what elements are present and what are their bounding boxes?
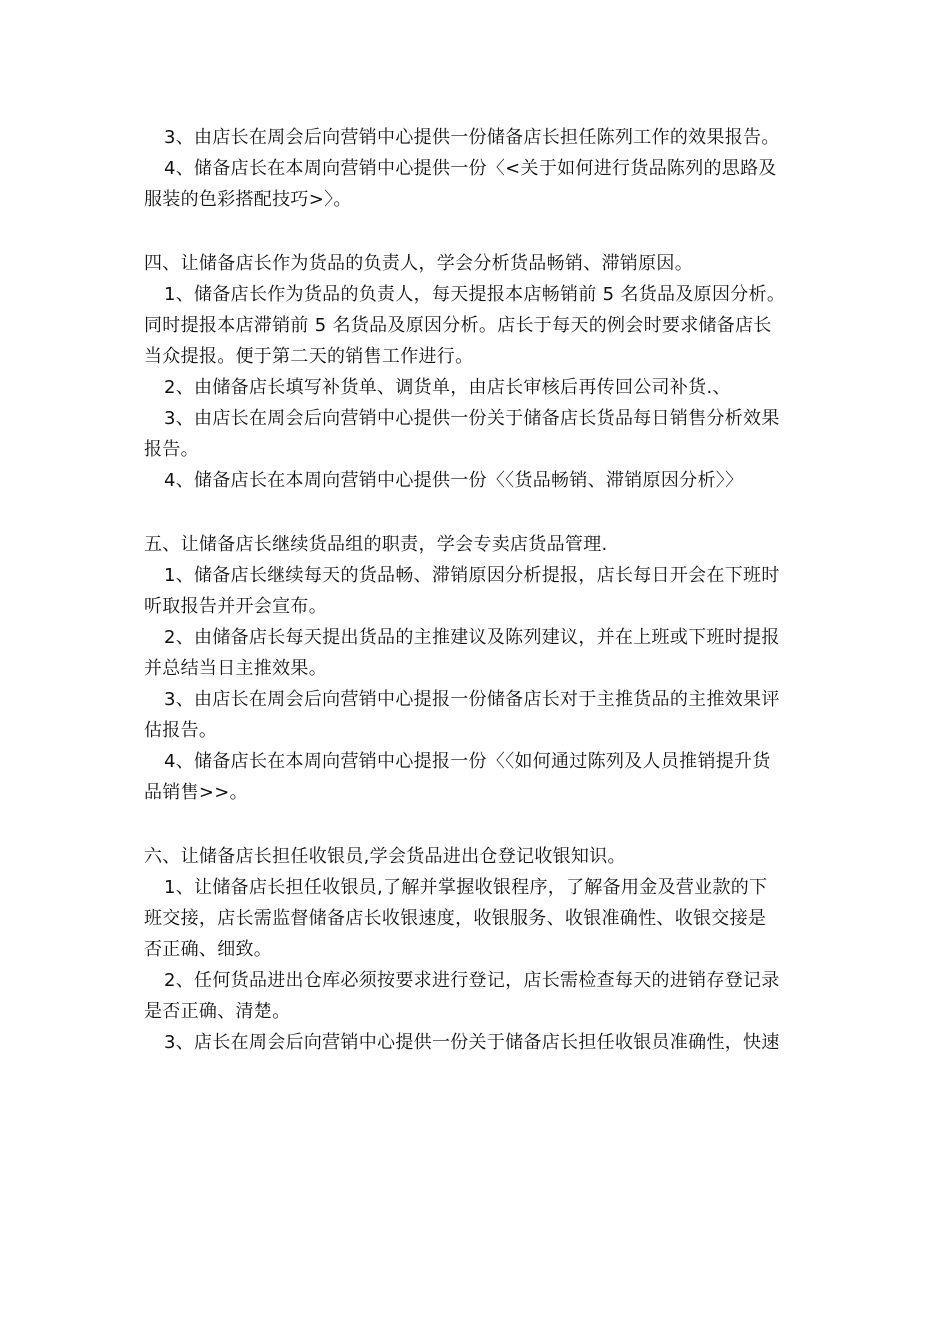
paragraph-line: 当众提报。便于第二天的销售工作进行。 — [144, 346, 474, 367]
paragraph-line: 1、让储备店长担任收银员,了解并掌握收银程序，了解备用金及营业款的下 — [164, 877, 768, 898]
paragraph-line: 1、储备店长继续每天的货品畅、滞销原因分析提报，店长每日开会在下班时 — [164, 565, 780, 586]
document-body — [144, 122, 809, 1058]
paragraph-line: 3、店长在周会后向营销中心提供一份关于储备店长担任收银员准确性，快速 — [164, 1032, 780, 1053]
paragraph-line: 2、任何货品进出仓库必须按要求进行登记，店长需检查每天的进销存登记录 — [164, 970, 780, 991]
paragraph-line: 2、由储备店长填写补货单、调货单，由店长审核后再传回公司补货.、 — [164, 377, 731, 398]
paragraph-line: 并总结当日主推效果。 — [144, 658, 327, 679]
paragraph-line: 服装的色彩搭配技巧>〉。 — [144, 189, 352, 210]
paragraph-line: 报告。 — [144, 439, 199, 460]
paragraph-line: 是否正确、清楚。 — [144, 1001, 291, 1022]
paragraph-line: 3、由店长在周会后向营销中心提供一份关于储备店长货品每日销售分析效果 — [164, 408, 780, 429]
paragraph-line: 听取报告并开会宣布。 — [144, 596, 327, 617]
paragraph-line: 4、储备店长在本周向营销中心提供一份〈<关于如何进行货品陈列的思路及 — [164, 158, 777, 179]
paragraph-line: 2、由储备店长每天提出货品的主推建议及陈列建议，并在上班或下班时提报 — [164, 627, 780, 648]
paragraph-line: 估报告。 — [144, 720, 218, 741]
paragraph-line: 品销售>>。 — [144, 782, 248, 803]
paragraph-line: 4、储备店长在本周向营销中心提供一份〈〈货品畅销、滞销原因分析〉〉 — [164, 470, 744, 491]
paragraph-line: 同时提报本店滞销前 5 名货品及原因分析。店长于每天的例会时要求储备店长 — [144, 315, 772, 336]
paragraph-line: 1、储备店长作为货品的负责人，每天提报本店畅销前 5 名货品及原因分析。 — [164, 284, 786, 305]
section-heading: 五、让储备店长继续货品组的职责，学会专卖店货品管理. — [144, 534, 608, 555]
paragraph-line: 班交接，店长需监督储备店长收银速度，收银服务、收银准确性、收银交接是 — [144, 908, 767, 929]
paragraph-line: 4、储备店长在本周向营销中心提报一份〈〈如何通过陈列及人员推销提升货 — [164, 751, 771, 772]
section-heading: 六、让储备店长担任收银员,学会货品进出仓登记收银知识。 — [144, 846, 626, 867]
section-heading: 四、让储备店长作为货品的负责人，学会分析货品畅销、滞销原因。 — [144, 253, 693, 274]
paragraph-line: 3、由店长在周会后向营销中心提报一份储备店长对于主推货品的主推效果评 — [164, 689, 780, 710]
paragraph-line: 否正确、细致。 — [144, 939, 273, 960]
paragraph-line: 3、由店长在周会后向营销中心提供一份储备店长担任陈列工作的效果报告。 — [164, 127, 780, 148]
